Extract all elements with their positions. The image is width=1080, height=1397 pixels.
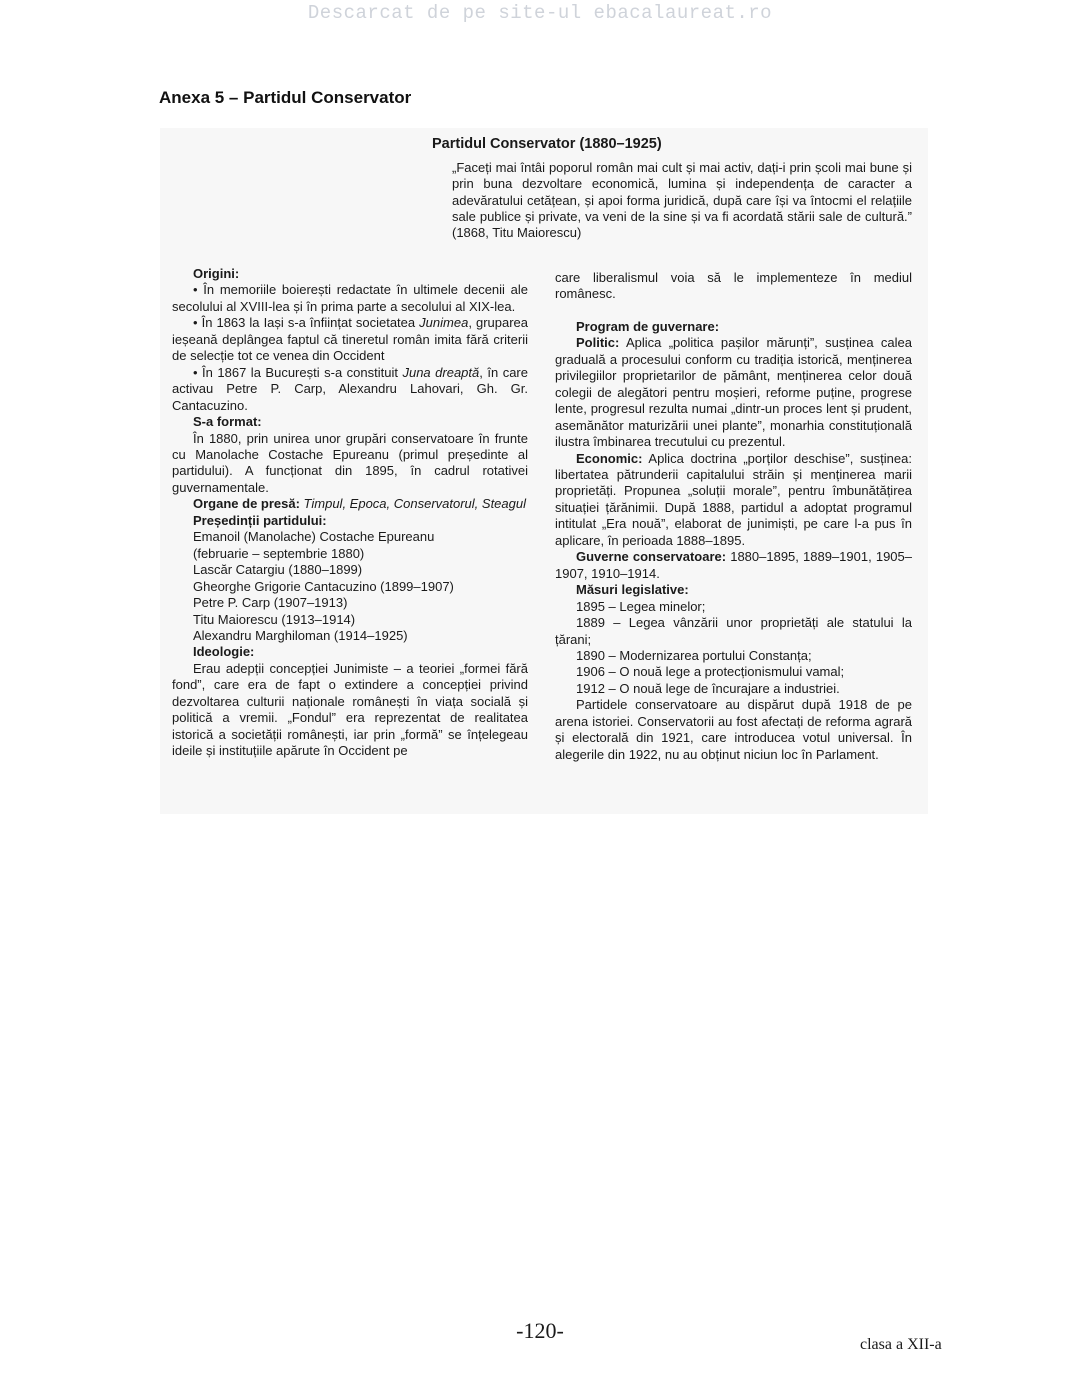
list-item: 1912 – O nouă lege de încurajare a industriei. — [576, 680, 840, 696]
guverne-text: 1880–1895, 1889–1901, 1905–1907, 1910–1914. — [555, 549, 912, 581]
list-item: 1906 – O nouă lege a protecționismului vamal; — [576, 664, 845, 680]
presa-titles: Timpul, Epoca, Conservatorul, Steagul — [299, 496, 526, 512]
junimea-term: Junimea — [419, 315, 469, 331]
list-item: Emanoil (Manolache) Costache Epureanu — [193, 529, 435, 545]
politic-label: Politic: — [576, 335, 620, 351]
economic-text: Aplica doctrina „porților deschise”, susținea: libertatea pătrunderii capitalului străin și menținerea marii proprietăți. Propunea „soluții morale”, pentru îmbunătățirea situației țărănimii. După 1888, partidul a adoptat programul intitulat „Era nouă”, elaborat de junimiști, pe care l-a pus în aplicare, în perioada 1888–1895. — [555, 450, 912, 548]
list-item: Petre P. Carp (1907–1913) — [193, 595, 348, 611]
list-item: Gheorghe Grigorie Cantacuzino (1899–1907) — [193, 578, 454, 594]
maiorescu-quote: „Faceți mai întâi poporul român mai cult și mai activ, dați-i prin școli mai bune și prin buna dezvoltare economică, lumina și independența de caracter a adevăratului cetățean, și apoi forma juridică, după care își va întocmi el relațiile sale publice și private, va veni de la sine și va fi acordată stării sale de cultură.” (1868, Titu Maiorescu) — [452, 160, 912, 241]
origini-heading: Origini: — [193, 266, 240, 281]
masuri-heading: Măsuri legislative: — [576, 582, 689, 598]
list-item: 1890 – Modernizarea portului Constanța; — [576, 647, 812, 663]
section-title: Partidul Conservator (1880–1925) — [432, 136, 662, 152]
watermark: Descarcat de pe site-ul ebacalaureat.ro — [307, 2, 773, 24]
program-heading: Program de guvernare: — [576, 318, 720, 334]
final-paragraph: Partidele conservatoare au dispărut după 1918 de pe arena istoriei. Conservatorii au fost afectați de reforma agrară și electorală din 1921, care introducea votul universal. În alegerile din 1922, nu au obținut niciun loc în Parlament. — [555, 697, 912, 762]
format-text: În 1880, prin unirea unor grupări conservatoare în frunte cu Manolache Costache Epureanu (primul președinte al partidului). A funcționat din 1895, în cadrul rotativei guvernamentale. — [172, 430, 528, 495]
right-column — [555, 270, 912, 763]
list-item: 1895 – Legea minelor; — [576, 598, 706, 614]
origini-item-1: • În memoriile boierești redactate în ultimele decenii ale secolului al XVIII-lea și în prima parte a secolului al XIX-lea. — [172, 282, 528, 314]
economic-paragraph — [555, 451, 912, 550]
page-number: -120- — [516, 1318, 564, 1343]
guverne-label: Guverne conservatoare: — [576, 549, 727, 565]
ideologie-text: Erau adepții concepției Junimiste – a teoriei „formei fără fond”, care era de fapt o extindere a concepției privind dezvoltarea culturii naționale românești în viața socială și politică a vremii. „Fondul” era reprezentat de realitatea istorică a societății românești, iar prin „formă” se înțelegeau ideile și instituțiile apărute în Occident pe — [172, 660, 528, 759]
list-item: Lascăr Catargiu (1880–1899) — [193, 562, 363, 578]
politic-text: Aplica „politica pașilor mărunți”, susținea calea graduală a procesului conform cu tradiția istorică, menținerea privilegiilor proprietarilor de pământ, menținerea celor două colegii de alegători pentru moșieri, reforme puține, progrese lente, progresul rezulta numai „dintr-un proces lent și prudent, asemănător maturizării unei plante”, monarhia constituțională ilustra îmbinarea trecutului cu prezentul. — [555, 335, 912, 450]
presa-paragraph — [172, 496, 528, 512]
origini-item-3 — [172, 365, 528, 414]
economic-label: Economic: — [576, 450, 643, 466]
list-item: (februarie – septembrie 1880) — [193, 545, 365, 561]
format-heading: S-a format: — [193, 414, 262, 430]
guverne-paragraph — [555, 549, 912, 582]
juna-dreapta-term: Juna dreaptă — [402, 364, 480, 380]
page-title: Anexa 5 – Partidul Conservator — [159, 88, 412, 107]
politic-paragraph — [555, 335, 912, 450]
presedinti-list — [172, 529, 528, 644]
origini-item-2-a: • În 1863 la Iași s-a înființat societatea — [193, 315, 420, 331]
origini-item-2-c: , gruparea ieșeană deplângea faptul că tineretul român imita fără criterii de selecție tot ce venea din Occident — [172, 315, 528, 364]
continuation-text: care liberalismul voia să le implementeze în mediul românesc. — [555, 270, 912, 302]
origini-item-3-a: • În 1867 la București s-a constituit — [193, 364, 403, 380]
grade-label: clasa a XII-a — [860, 1336, 942, 1353]
list-item: 1889 – Legea vânzării unor proprietăți ale statului la țărani; — [555, 615, 912, 647]
spacer — [555, 303, 912, 319]
list-item: Titu Maiorescu (1913–1914) — [193, 611, 356, 627]
presedinti-heading: Președinții partidului: — [193, 512, 327, 528]
list-item: Alexandru Marghiloman (1914–1925) — [193, 627, 408, 643]
ideologie-heading: Ideologie: — [193, 644, 255, 660]
origini-item-3-c: , în care activau Petre P. Carp, Alexandru Lahovari, Gh. Gr. Cantacuzino. — [172, 364, 528, 413]
origini-item-2 — [172, 315, 528, 364]
presa-label: Organe de presă: — [193, 496, 300, 512]
left-column — [172, 266, 528, 760]
